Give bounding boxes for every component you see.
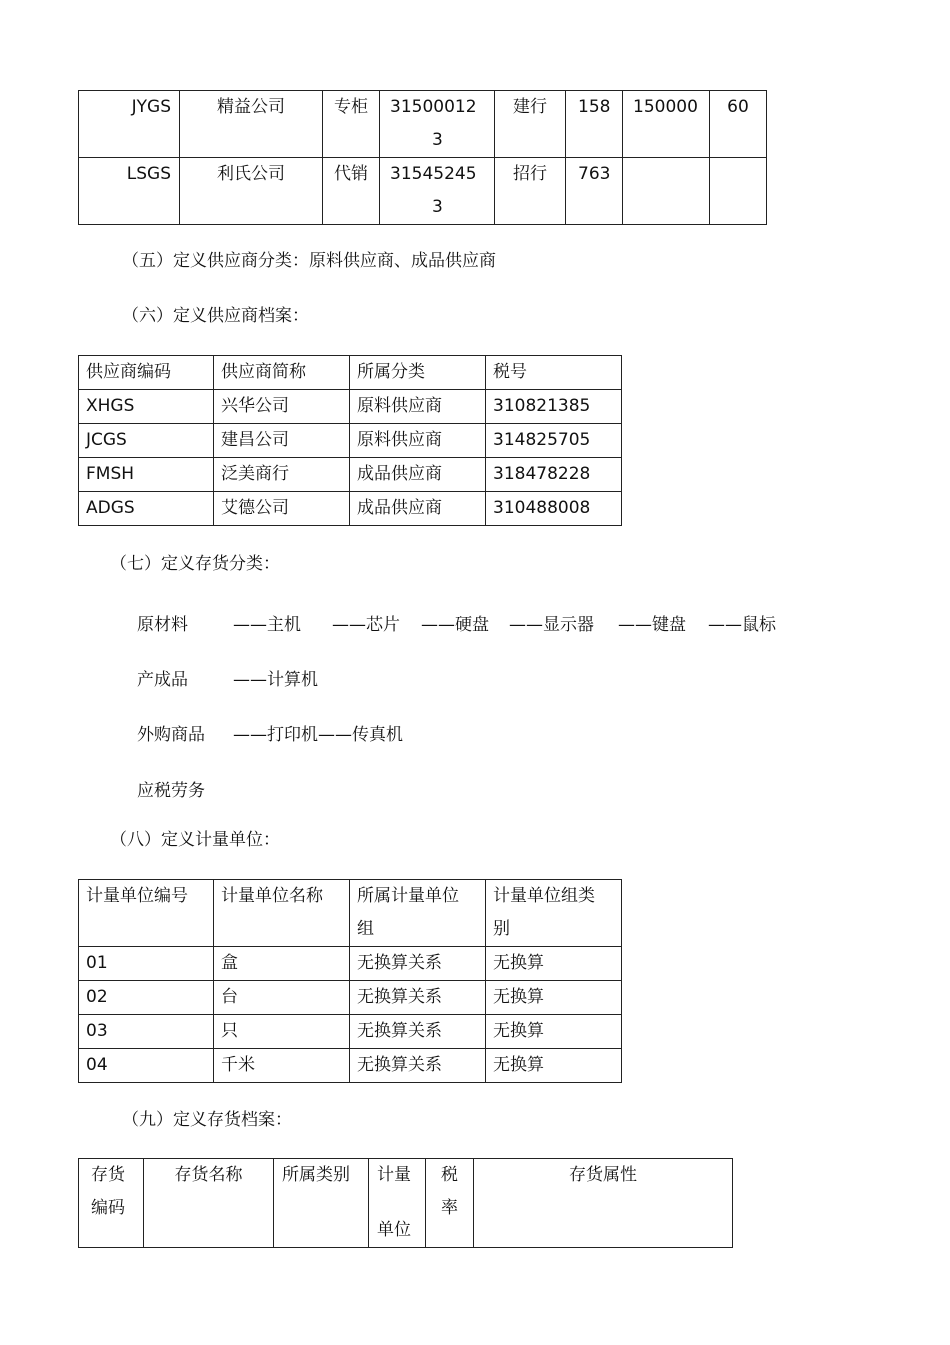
- customer-credit: 150000: [623, 91, 710, 158]
- category-item: ——主机: [233, 615, 301, 635]
- header-line: 计量: [377, 1165, 411, 1185]
- tax-line1: 31500012: [390, 97, 477, 117]
- header-line: 别: [493, 919, 510, 939]
- tax-line2: 3: [432, 197, 443, 217]
- category-label: 应税劳务: [137, 781, 205, 801]
- cell: 无换算: [486, 981, 622, 1015]
- header-cell: [214, 880, 350, 947]
- cell: 无换算关系: [350, 1015, 486, 1049]
- category-label: 产成品: [137, 670, 188, 690]
- table-row: [79, 1015, 622, 1049]
- section-5-heading: （五）定义供应商分类：原料供应商、成品供应商: [122, 251, 496, 271]
- customer-tax-no: [380, 158, 495, 225]
- category-item: ——鼠标: [708, 615, 776, 635]
- header-line: 编码: [91, 1198, 125, 1218]
- header-cell: [79, 880, 214, 947]
- header-cell: [486, 880, 622, 947]
- table-row: [79, 947, 622, 981]
- header-line: 组: [357, 919, 374, 939]
- table-row: [79, 424, 622, 458]
- inventory-table: [78, 1158, 733, 1248]
- header-line: 计量单位编号: [86, 886, 188, 906]
- table-row: [79, 492, 622, 526]
- table-row: [79, 458, 622, 492]
- tax-line1: 31545245: [390, 164, 477, 184]
- header-cell: [369, 1159, 426, 1248]
- cell: 无换算: [486, 1015, 622, 1049]
- header-line: 计量单位组类: [493, 886, 595, 906]
- customer-days: 60: [710, 91, 767, 158]
- category-item: ——显示器: [509, 615, 594, 635]
- header-cell: 所属分类: [350, 356, 486, 390]
- cell: 无换算: [486, 1049, 622, 1083]
- cell: 04: [79, 1049, 214, 1083]
- header-line: 税: [441, 1165, 458, 1185]
- customer-account: 158: [566, 91, 623, 158]
- header-cell: [79, 1159, 144, 1248]
- cell: 314825705: [486, 424, 622, 458]
- header-cell: 税号: [486, 356, 622, 390]
- table-header-row: [79, 1159, 733, 1248]
- tax-line2: 3: [432, 130, 443, 150]
- table-row: [79, 1049, 622, 1083]
- customer-name: 精益公司: [180, 91, 323, 158]
- cell: 艾德公司: [214, 492, 350, 526]
- customer-tax-no: [380, 91, 495, 158]
- customer-account: 763: [566, 158, 623, 225]
- cell: 千米: [214, 1049, 350, 1083]
- category-label: 原材料: [137, 615, 188, 635]
- customer-name: 利氏公司: [180, 158, 323, 225]
- cell: 盒: [214, 947, 350, 981]
- cell: 原料供应商: [350, 424, 486, 458]
- section-9-heading: （九）定义存货档案：: [122, 1110, 292, 1130]
- cell: 无换算关系: [350, 981, 486, 1015]
- table-header-row: [79, 356, 622, 390]
- cell: 兴华公司: [214, 390, 350, 424]
- cell: 泛美商行: [214, 458, 350, 492]
- table-row: [79, 981, 622, 1015]
- header-cell: 存货名称: [144, 1159, 274, 1248]
- header-line: 单位: [377, 1220, 411, 1240]
- category-item: ——打印机——传真机: [233, 725, 403, 745]
- cell: 只: [214, 1015, 350, 1049]
- section-8-heading: （八）定义计量单位：: [110, 830, 280, 850]
- category-item: ——键盘: [618, 615, 686, 635]
- header-cell: 所属类别: [274, 1159, 369, 1248]
- category-item: ——计算机: [233, 670, 318, 690]
- supplier-table: [78, 355, 622, 526]
- customer-type: 代销: [323, 158, 380, 225]
- customer-type: 专柜: [323, 91, 380, 158]
- table-row: [79, 91, 767, 158]
- cell: 03: [79, 1015, 214, 1049]
- cell: ADGS: [79, 492, 214, 526]
- customer-table: [78, 90, 767, 225]
- customer-days: [710, 158, 767, 225]
- header-cell: 存货属性: [474, 1159, 733, 1248]
- header-cell: 供应商简称: [214, 356, 350, 390]
- cell: 台: [214, 981, 350, 1015]
- cell: XHGS: [79, 390, 214, 424]
- category-label: 外购商品: [137, 725, 205, 745]
- customer-code: LSGS: [79, 158, 180, 225]
- cell: FMSH: [79, 458, 214, 492]
- category-item: ——芯片: [332, 615, 400, 635]
- cell: 无换算关系: [350, 1049, 486, 1083]
- category-purchased: [137, 720, 537, 745]
- customer-bank: 建行: [495, 91, 566, 158]
- cell: 成品供应商: [350, 492, 486, 526]
- customer-credit: [623, 158, 710, 225]
- category-service: [137, 776, 337, 801]
- category-product: [137, 665, 537, 690]
- header-line: 计量单位名称: [221, 886, 323, 906]
- table-row: [79, 390, 622, 424]
- cell: JCGS: [79, 424, 214, 458]
- category-raw: [137, 610, 837, 635]
- header-cell: [426, 1159, 474, 1248]
- header-line: 所属计量单位: [357, 886, 459, 906]
- table-row: [79, 158, 767, 225]
- cell: 原料供应商: [350, 390, 486, 424]
- header-line: 存货: [91, 1165, 125, 1185]
- header-cell: [350, 880, 486, 947]
- category-item: ——硬盘: [421, 615, 489, 635]
- cell: 建昌公司: [214, 424, 350, 458]
- cell: 310821385: [486, 390, 622, 424]
- customer-bank: 招行: [495, 158, 566, 225]
- cell: 成品供应商: [350, 458, 486, 492]
- cell: 无换算: [486, 947, 622, 981]
- customer-code: JYGS: [79, 91, 180, 158]
- unit-table: [78, 879, 622, 1083]
- cell: 无换算关系: [350, 947, 486, 981]
- header-cell: 供应商编码: [79, 356, 214, 390]
- cell: 318478228: [486, 458, 622, 492]
- cell: 02: [79, 981, 214, 1015]
- cell: 01: [79, 947, 214, 981]
- header-line: 率: [441, 1198, 458, 1218]
- cell: 310488008: [486, 492, 622, 526]
- table-header-row: [79, 880, 622, 947]
- section-7-heading: （七）定义存货分类：: [110, 554, 280, 574]
- section-6-heading: （六）定义供应商档案：: [122, 306, 309, 326]
